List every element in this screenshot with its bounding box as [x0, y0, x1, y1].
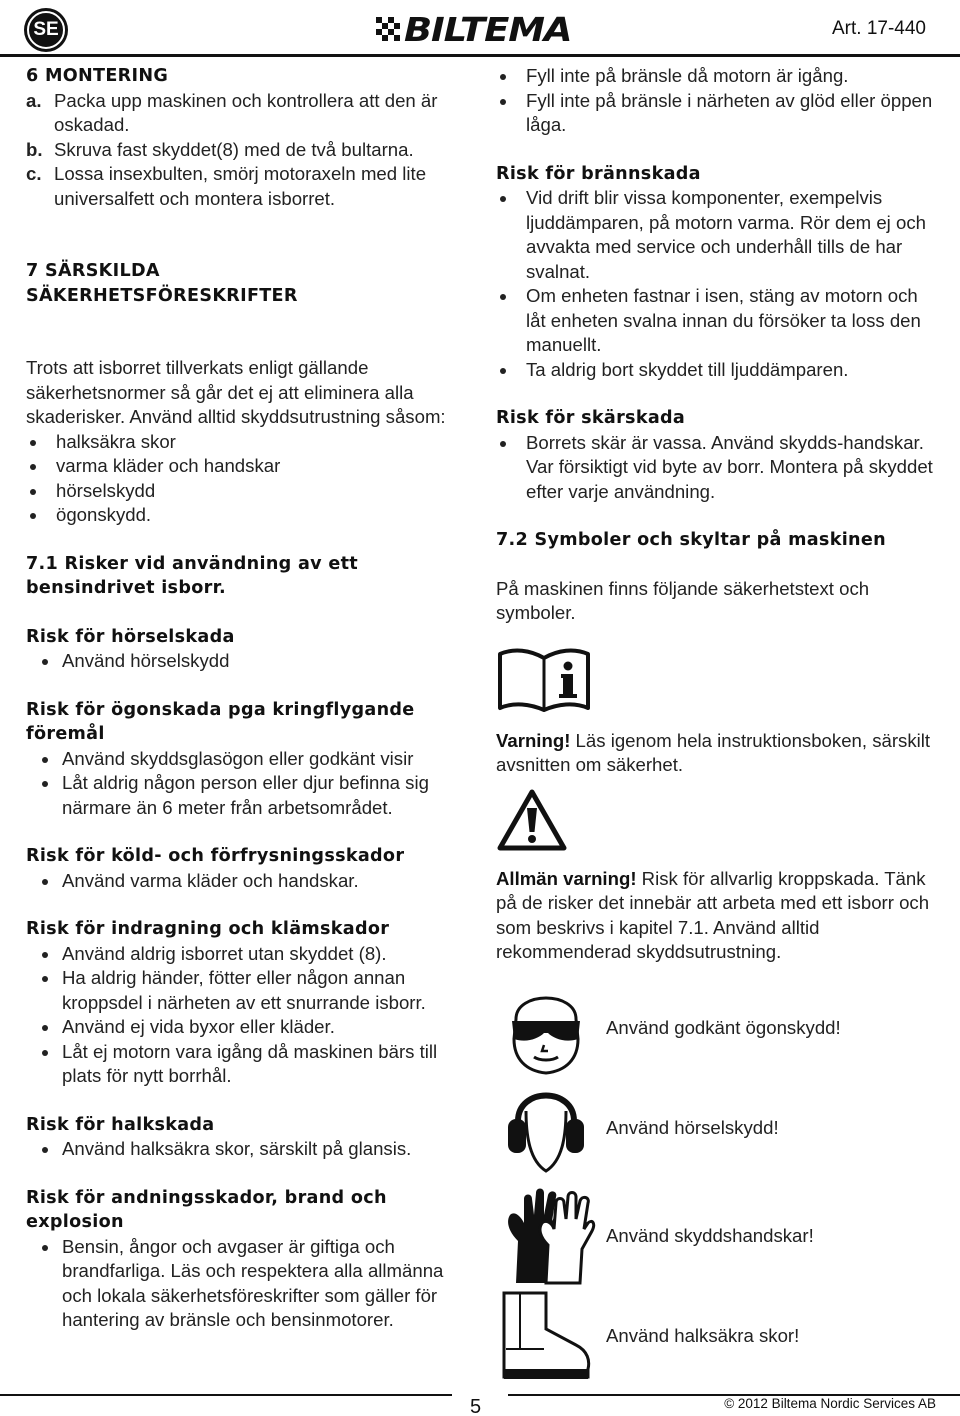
list-item: Använd halksäkra skor, särskilt på glansis. [26, 1137, 466, 1162]
page-header [0, 0, 960, 58]
safety-glasses-icon [496, 979, 596, 1079]
pinch-risk-list [26, 942, 466, 1089]
risks-heading: 7.1 Risker vid användning av ett bensindrivet isborr. [26, 553, 358, 598]
symbols-heading: 7.2 Symboler och skyltar på maskinen [496, 530, 886, 550]
warning-triangle-icon [496, 788, 568, 852]
eye-risk-list [26, 747, 466, 821]
mount-heading: 6 MONTERING [26, 66, 169, 86]
mount-step: c. Lossa insexbulten, smörj motoraxeln med lite universalfett och montera isborret. [26, 163, 427, 209]
list-item: hörselskydd [26, 479, 466, 504]
list-item: Fyll inte på bränsle i närheten av glöd eller öppen låga. [496, 89, 941, 138]
safety-boots-icon [496, 1289, 596, 1385]
language-badge: SE [24, 8, 68, 52]
list-item: Använd ej vida byxor eller kläder. [26, 1015, 466, 1040]
mount-step: a. Packa upp maskinen och kontrollera att den är oskadad. [26, 89, 438, 135]
left-column [26, 64, 466, 1333]
safety-heading: 7 SÄRSKILDA SÄKERHETSFÖRESKRIFTER [26, 261, 298, 306]
header-rule [0, 54, 960, 57]
ppe-boots-row [496, 1289, 941, 1385]
list-item: varma kläder och handskar [26, 454, 466, 479]
fuel-list [496, 64, 941, 138]
article-number: Art. 17-440 [832, 18, 926, 39]
ppe-eye-row [496, 979, 941, 1079]
list-item: Använd varma kläder och handskar. [26, 869, 466, 894]
brand-name: BILTEMA [404, 9, 572, 49]
hearing-risk-title: Risk för hörselskada [26, 626, 235, 647]
list-item: Använd aldrig isborret utan skyddet (8). [26, 942, 466, 967]
checker-flag-icon [376, 17, 400, 41]
safety-intro: Trots att isborret tillverkats enligt gällande säkerhetsnormer så går det ej att eliminera alla skaderisker. Använd alltid skyddsutrustning såsom: [26, 357, 446, 427]
ppe-text: Använd halksäkra skor! [606, 1325, 800, 1347]
slip-risk-list [26, 1137, 466, 1162]
equipment-list [26, 430, 466, 528]
gloves-icon [496, 1185, 596, 1289]
manual-warning: Varning! Läs igenom hela instruktionsboken, särskilt avsnitten om säkerhet. [496, 729, 931, 775]
ppe-text: Använd godkänt ögonskydd! [606, 1017, 841, 1039]
list-item: Borrets skär är vassa. Använd skydds-handskar. Var försiktigt vid byte av borr. Montera på skyddet efter varje användning. [496, 431, 941, 505]
general-warning: Allmän varning! Risk för allvarlig kroppskada. Tänk på de risker det innebär att arbeta med ett isborr och som beskrivs i kapitel 7.1. Använd alltid rekommenderad skyddsutrustning. [496, 867, 930, 962]
hearing-risk-list [26, 649, 466, 674]
ppe-hearing-row [496, 1081, 941, 1177]
eye-risk-title: Risk för ögonskada pga kringflygande föremål [26, 699, 415, 744]
list-item: ögonskydd. [26, 503, 466, 528]
mount-steps [26, 89, 466, 212]
list-item: Vid drift blir vissa komponenter, exempelvis ljuddämparen, på motorn varma. Rör dem ej och avvakta med service och underhåll tills de har svalnat. [496, 186, 941, 284]
list-item: Låt ej motorn vara igång då maskinen bärs till plats för nytt borrhål. [26, 1040, 466, 1089]
list-item: Ha aldrig händer, fötter eller någon annan kroppsdel i närheten av ett snurrande isborr. [26, 966, 466, 1015]
manual-book-icon [496, 648, 592, 712]
brand-logo [376, 9, 572, 49]
mount-step: b. Skruva fast skyddet(8) med de två bultarna. [26, 138, 414, 160]
list-item: Fyll inte på bränsle då motorn är igång. [496, 64, 941, 89]
cut-risk-title: Risk för skärskada [496, 408, 686, 428]
footer-rule [0, 1394, 452, 1396]
cold-risk-title: Risk för köld- och förfrysningsskador [26, 846, 405, 866]
slip-risk-title: Risk för halkskada [26, 1114, 215, 1135]
breath-risk-title: Risk för andningsskador, brand och explosion [26, 1187, 387, 1232]
list-item: Ta aldrig bort skyddet till ljuddämparen. [496, 358, 941, 383]
ear-protection-icon [496, 1081, 596, 1177]
burn-risk-list [496, 186, 941, 382]
breath-risk-list [26, 1235, 466, 1333]
list-item: halksäkra skor [26, 430, 466, 455]
right-column [496, 64, 941, 1385]
burn-risk-title: Risk för brännskada [496, 163, 701, 184]
list-item: Om enheten fastnar i isen, stäng av motorn och låt enheten svalna innan du försöker ta loss den manuellt. [496, 284, 941, 358]
ppe-text: Använd skyddshandskar! [606, 1225, 814, 1247]
pinch-risk-title: Risk för indragning och klämskador [26, 919, 390, 939]
ppe-gloves-row [496, 1185, 941, 1289]
list-item: Bensin, ångor och avgaser är giftiga och brandfarliga. Läs och respektera alla allmänna och lokala säkerhetsföreskrifter som gäller för hantering av bränsle och bensinmotorer. [26, 1235, 466, 1333]
list-item: Använd skyddsglasögon eller godkänt visir [26, 747, 466, 772]
language-badge-ring [27, 11, 65, 49]
cut-risk-list [496, 431, 941, 505]
symbols-intro: På maskinen finns följande säkerhetstext och symboler. [496, 577, 870, 623]
copyright: © 2012 Biltema Nordic Services AB [724, 1396, 936, 1411]
list-item: Låt aldrig någon person eller djur befinna sig närmare än 6 meter från arbetsområdet. [26, 771, 466, 820]
ppe-text: Använd hörselskydd! [606, 1117, 779, 1139]
cold-risk-list [26, 869, 466, 894]
page-number: 5 [470, 1396, 482, 1416]
list-item: Använd hörselskydd [26, 649, 466, 674]
